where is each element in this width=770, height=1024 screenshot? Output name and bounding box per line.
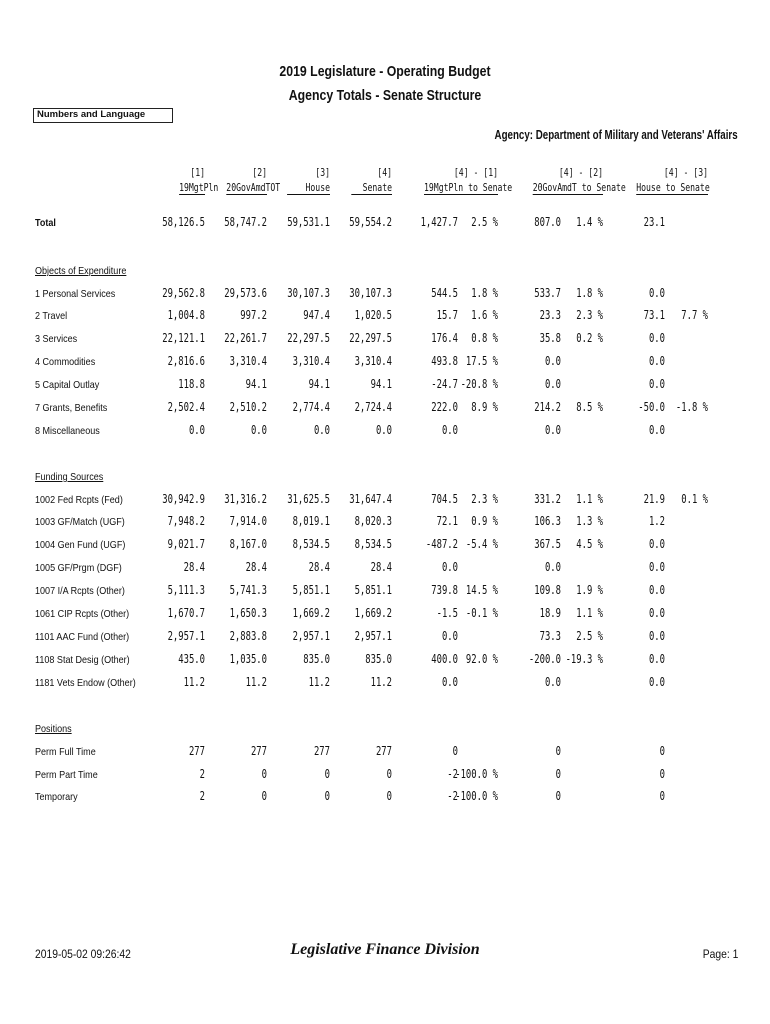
cell-value: 5,111.3	[167, 583, 205, 597]
cell-value: 0.0	[648, 377, 665, 391]
column-name-2: 20GovAmdTOT	[226, 181, 281, 194]
row-label: 5 Capital Outlay	[35, 379, 100, 391]
cell-value: 0.0	[441, 423, 458, 437]
cell-value: 118.8	[178, 377, 205, 391]
cell-value: 0.2 %	[576, 331, 603, 345]
cell-value: 31,647.4	[349, 492, 392, 506]
cell-value: 0.0	[441, 675, 458, 689]
cell-value: 2,957.1	[292, 629, 330, 643]
cell-value: 2.5 %	[471, 215, 498, 229]
cell-value: 0.0	[648, 606, 665, 620]
cell-value: 0.0	[648, 675, 665, 689]
cell-value: -19.3 %	[565, 652, 603, 666]
cell-value: 2,724.4	[354, 400, 392, 414]
cell-value: 23.1	[643, 215, 665, 229]
cell-value: 14.5 %	[465, 583, 498, 597]
cell-value: 2,957.1	[354, 629, 392, 643]
cell-value: 0.0	[250, 423, 267, 437]
cell-value: -20.8 %	[460, 377, 498, 391]
row-label: Total	[35, 217, 56, 229]
cell-value: 0.0	[648, 286, 665, 300]
column-number-1: [1]	[190, 166, 205, 179]
cell-value: 2	[199, 789, 205, 803]
cell-value: 0.0	[544, 423, 561, 437]
cell-value: 11.2	[308, 675, 330, 689]
cell-value: 0.0	[544, 675, 561, 689]
cell-value: 73.3	[539, 629, 561, 643]
cell-value: 59,554.2	[349, 215, 392, 229]
cell-value: 59,531.1	[287, 215, 330, 229]
numbers-language-box: Numbers and Language	[33, 108, 173, 123]
cell-value: 22,297.5	[349, 331, 392, 345]
cell-value: 1,427.7	[420, 215, 458, 229]
cell-value: 2,774.4	[292, 400, 330, 414]
cell-value: 29,562.8	[162, 286, 205, 300]
cell-value: 28.4	[370, 560, 392, 574]
column-number-5: [4] - [1]	[453, 166, 498, 179]
cell-value: 222.0	[431, 400, 458, 414]
cell-value: 331.2	[534, 492, 561, 506]
cell-value: 22,261.7	[224, 331, 267, 345]
cell-value: 8,019.1	[292, 514, 330, 528]
cell-value: 0.0	[441, 560, 458, 574]
cell-value: 1.8 %	[471, 286, 498, 300]
cell-value: 435.0	[178, 652, 205, 666]
cell-value: 58,747.2	[224, 215, 267, 229]
cell-value: -1.8 %	[675, 400, 708, 414]
cell-value: 0.0	[648, 629, 665, 643]
cell-value: 1.6 %	[471, 308, 498, 322]
cell-value: 0	[261, 767, 267, 781]
row-label: 1181 Vets Endow (Other)	[35, 677, 136, 689]
cell-value: 58,126.5	[162, 215, 205, 229]
cell-value: 106.3	[534, 514, 561, 528]
cell-value: 11.2	[183, 675, 205, 689]
cell-value: 0	[386, 767, 392, 781]
cell-value: -50.0	[638, 400, 665, 414]
cell-value: 1,020.5	[354, 308, 392, 322]
cell-value: 30,107.3	[287, 286, 330, 300]
cell-value: 0.0	[648, 583, 665, 597]
cell-value: 11.2	[370, 675, 392, 689]
cell-value: 1.8 %	[576, 286, 603, 300]
cell-value: 17.5 %	[465, 354, 498, 368]
row-label: 7 Grants, Benefits	[35, 402, 108, 414]
cell-value: 31,316.2	[224, 492, 267, 506]
cell-value: 7,948.2	[167, 514, 205, 528]
row-label: 1101 AAC Fund (Other)	[35, 631, 130, 643]
cell-value: 0.0	[648, 560, 665, 574]
column-name-7: House to Senate	[636, 181, 710, 194]
cell-value: 8,020.3	[354, 514, 392, 528]
cell-value: 0.0	[648, 537, 665, 551]
cell-value: 533.7	[534, 286, 561, 300]
cell-value: 214.2	[534, 400, 561, 414]
cell-value: 29,573.6	[224, 286, 267, 300]
row-label: 1004 Gen Fund (UGF)	[35, 539, 126, 551]
cell-value: 2.3 %	[576, 308, 603, 322]
cell-value: 0.0	[544, 377, 561, 391]
cell-value: 22,297.5	[287, 331, 330, 345]
cell-value: 5,741.3	[229, 583, 267, 597]
cell-value: -2	[447, 767, 458, 781]
cell-value: 3,310.4	[292, 354, 330, 368]
cell-value: 277	[375, 744, 392, 758]
column-number-2: [2]	[252, 166, 267, 179]
cell-value: 0	[659, 744, 665, 758]
cell-value: 176.4	[431, 331, 458, 345]
cell-value: 8,534.5	[292, 537, 330, 551]
cell-value: -100.0 %	[455, 767, 498, 781]
column-name-4: Senate	[351, 181, 392, 195]
cell-value: 1,004.8	[167, 308, 205, 322]
row-label: 1108 Stat Desig (Other)	[35, 654, 130, 666]
cell-value: 0.9 %	[471, 514, 498, 528]
cell-value: 5,851.1	[354, 583, 392, 597]
row-label: 1061 CIP Rcpts (Other)	[35, 608, 130, 620]
cell-value: 835.0	[303, 652, 330, 666]
cell-value: 30,942.9	[162, 492, 205, 506]
page-number: Page: 1	[702, 947, 738, 961]
cell-value: 7,914.0	[229, 514, 267, 528]
cell-value: 1,035.0	[229, 652, 267, 666]
cell-value: 21.9	[643, 492, 665, 506]
section-heading: Objects of Expenditure	[35, 265, 127, 277]
cell-value: 2,510.2	[229, 400, 267, 414]
cell-value: 28.4	[308, 560, 330, 574]
cell-value: -24.7	[431, 377, 458, 391]
cell-value: 11.2	[245, 675, 267, 689]
cell-value: 835.0	[365, 652, 392, 666]
cell-value: 544.5	[431, 286, 458, 300]
cell-value: 5,851.1	[292, 583, 330, 597]
cell-value: 31,625.5	[287, 492, 330, 506]
cell-value: 94.1	[370, 377, 392, 391]
row-label: 1003 GF/Match (UGF)	[35, 516, 125, 528]
cell-value: 8.5 %	[576, 400, 603, 414]
cell-value: 28.4	[245, 560, 267, 574]
cell-value: 1.4 %	[576, 215, 603, 229]
cell-value: 1.1 %	[576, 606, 603, 620]
row-label: Temporary	[35, 791, 78, 803]
cell-value: 8,167.0	[229, 537, 267, 551]
cell-value: 94.1	[308, 377, 330, 391]
cell-value: 35.8	[539, 331, 561, 345]
cell-value: 807.0	[534, 215, 561, 229]
cell-value: 15.7	[436, 308, 458, 322]
row-label: 2 Travel	[35, 310, 68, 322]
column-number-3: [3]	[315, 166, 330, 179]
row-label: 1 Personal Services	[35, 288, 116, 300]
cell-value: 1,669.2	[354, 606, 392, 620]
cell-value: -1.5	[436, 606, 458, 620]
cell-value: 0.0	[648, 331, 665, 345]
cell-value: 0.0	[648, 423, 665, 437]
cell-value: 0.0	[544, 560, 561, 574]
cell-value: 493.8	[431, 354, 458, 368]
cell-value: 3,310.4	[229, 354, 267, 368]
cell-value: 0	[555, 767, 561, 781]
cell-value: 277	[250, 744, 267, 758]
cell-value: 1.9 %	[576, 583, 603, 597]
column-number-7: [4] - [3]	[663, 166, 708, 179]
row-label: 4 Commodities	[35, 356, 96, 368]
cell-value: 30,107.3	[349, 286, 392, 300]
column-number-4: [4]	[377, 166, 392, 179]
cell-value: 1,670.7	[167, 606, 205, 620]
section-heading: Funding Sources	[35, 471, 104, 483]
row-label: 1005 GF/Prgm (DGF)	[35, 562, 122, 574]
cell-value: 0.8 %	[471, 331, 498, 345]
cell-value: 0	[555, 744, 561, 758]
cell-value: -2	[447, 789, 458, 803]
row-label: Perm Part Time	[35, 769, 98, 781]
cell-value: 0.0	[648, 652, 665, 666]
cell-value: -0.1 %	[465, 606, 498, 620]
cell-value: 109.8	[534, 583, 561, 597]
cell-value: 739.8	[431, 583, 458, 597]
agency-name: Agency: Department of Military and Veterans' Affairs	[494, 128, 738, 142]
cell-value: 367.5	[534, 537, 561, 551]
row-label: 8 Miscellaneous	[35, 425, 100, 437]
cell-value: 277	[313, 744, 330, 758]
cell-value: 7.7 %	[681, 308, 708, 322]
cell-value: 0	[452, 744, 458, 758]
cell-value: 277	[188, 744, 205, 758]
cell-value: 23.3	[539, 308, 561, 322]
row-label: 1002 Fed Rcpts (Fed)	[35, 494, 123, 506]
cell-value: 2.3 %	[471, 492, 498, 506]
cell-value: 0	[261, 789, 267, 803]
cell-value: 18.9	[539, 606, 561, 620]
cell-value: 2,957.1	[167, 629, 205, 643]
row-label: 1007 I/A Rcpts (Other)	[35, 585, 125, 597]
cell-value: 1.1 %	[576, 492, 603, 506]
division-signature: Legislative Finance Division	[290, 941, 480, 958]
cell-value: 0.0	[188, 423, 205, 437]
cell-value: 73.1	[643, 308, 665, 322]
column-number-6: [4] - [2]	[558, 166, 603, 179]
cell-value: 94.1	[245, 377, 267, 391]
cell-value: -100.0 %	[455, 789, 498, 803]
cell-value: 2.5 %	[576, 629, 603, 643]
cell-value: 1,669.2	[292, 606, 330, 620]
cell-value: 22,121.1	[162, 331, 205, 345]
cell-value: 400.0	[431, 652, 458, 666]
cell-value: 2,502.4	[167, 400, 205, 414]
cell-value: 0.0	[313, 423, 330, 437]
cell-value: 2,883.8	[229, 629, 267, 643]
cell-value: 2	[199, 767, 205, 781]
cell-value: -487.2	[425, 537, 458, 551]
column-name-5: 19MgtPln to Senate	[424, 181, 513, 194]
column-name-1: 19MgtPln	[179, 181, 219, 194]
cell-value: 28.4	[183, 560, 205, 574]
cell-value: 92.0 %	[465, 652, 498, 666]
cell-value: 704.5	[431, 492, 458, 506]
cell-value: 997.2	[240, 308, 267, 322]
report-title: 2019 Legislature - Operating Budget	[279, 63, 491, 80]
cell-value: 1.3 %	[576, 514, 603, 528]
cell-value: -200.0	[528, 652, 561, 666]
section-heading: Positions	[35, 723, 72, 735]
cell-value: 0	[659, 767, 665, 781]
cell-value: 3,310.4	[354, 354, 392, 368]
column-name-6: 20GovAmdT to Senate	[532, 181, 626, 194]
report-subtitle: Agency Totals - Senate Structure	[288, 87, 482, 104]
cell-value: 0	[324, 789, 330, 803]
cell-value: 0.0	[441, 629, 458, 643]
cell-value: 72.1	[436, 514, 458, 528]
cell-value: 0.0	[375, 423, 392, 437]
column-name-3: House	[287, 181, 330, 195]
cell-value: 2,816.6	[167, 354, 205, 368]
cell-value: 8,534.5	[354, 537, 392, 551]
cell-value: 0.1 %	[681, 492, 708, 506]
cell-value: 4.5 %	[576, 537, 603, 551]
cell-value: 8.9 %	[471, 400, 498, 414]
cell-value: 0.0	[648, 354, 665, 368]
cell-value: 0	[659, 789, 665, 803]
cell-value: 947.4	[303, 308, 330, 322]
row-label: Perm Full Time	[35, 746, 96, 758]
cell-value: 0.0	[544, 354, 561, 368]
cell-value: 1,650.3	[229, 606, 267, 620]
cell-value: 0	[324, 767, 330, 781]
cell-value: 9,021.7	[167, 537, 205, 551]
cell-value: 0	[555, 789, 561, 803]
report-timestamp: 2019-05-02 09:26:42	[35, 947, 131, 961]
row-label: 3 Services	[35, 333, 78, 345]
cell-value: -5.4 %	[465, 537, 498, 551]
cell-value: 0	[386, 789, 392, 803]
cell-value: 1.2	[648, 514, 665, 528]
